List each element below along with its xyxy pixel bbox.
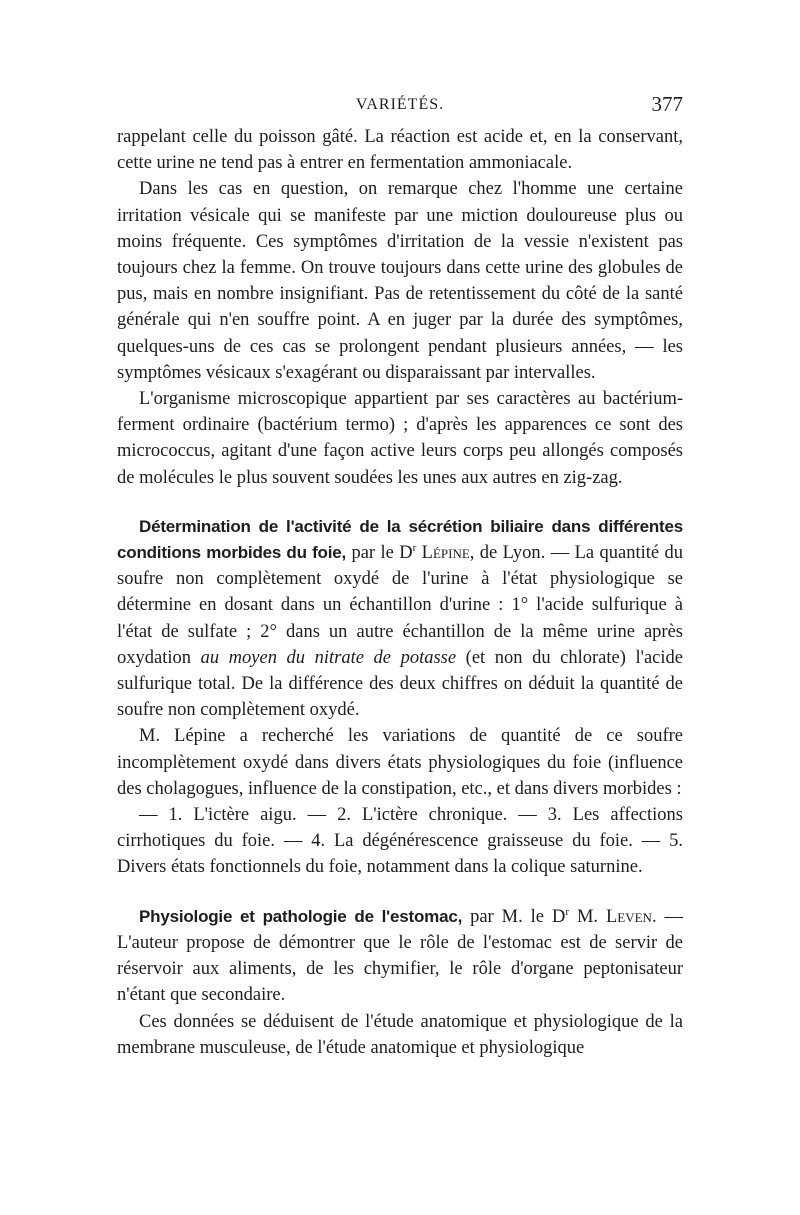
author-name: Leven bbox=[605, 906, 652, 927]
section-heading: Détermination de l'activité de la sécrétion biliaire dans différentes conditions morbides du foie, bbox=[117, 516, 683, 563]
paragraph-text: , de Lyon. — La quantité du soufre non complètement oxydé de l'urine à l'état physiologique se détermine en dosant dans un échantillon d'urine : 1° l'acide sulfurique à l'état de sulfate ; 2° dans un autre échantillon de la même urine après oxydation bbox=[117, 543, 683, 668]
doctor-abbrev-sup: r bbox=[565, 905, 569, 918]
page-number: 377 bbox=[651, 92, 683, 116]
doctor-abbrev-sup: r bbox=[412, 541, 417, 554]
byline-text: par le D bbox=[346, 543, 413, 564]
author-name: Lépine bbox=[421, 543, 470, 564]
paragraph: rappelant celle du poisson gâté. La réaction est acide et, en la conservant, cette urine ne tend pas à entrer en fermentation ammoniacale. bbox=[117, 127, 683, 174]
running-title: VARIÉTÉS. bbox=[355, 96, 445, 113]
paragraph: Dans les cas en question, on remarque chez l'homme une certaine irritation vésicale qui se manifeste par une miction douloureuse plus ou moins fréquente. Ces symptômes d'irritation de la vessie n'existent pas toujours chez la femme. On trouve toujours dans cette urine des globules de pus, mais en nombre insignifiant. Pas de retentissement du côté de la santé générale qui n'en souffre point. A en juger par la durée des symptômes, quelques-uns de ces cas se prolongent pendant plusieurs années, — les symptômes vésicaux s'exagérant ou disparaissant par intervalles. bbox=[117, 179, 683, 383]
paragraph: M. Lépine a recherché les variations de quantité de ce soufre incomplètement oxydé dans divers états physiologiques du foie (influence des cholagogues, influence de la constipation, etc., et dans divers morbides : bbox=[117, 726, 683, 799]
paragraph: Ces données se déduisent de l'étude anatomique et physiologique de la membrane musculeuse, de l'étude anatomique et physiologique bbox=[117, 1011, 683, 1058]
author-initial: M. bbox=[569, 906, 606, 927]
paragraph: L'organisme microscopique appartient par ses caractères au bactérium-ferment ordinaire (bactérium termo) ; d'après les apparences ce sont des micrococcus, agitant d'une façon active leurs corps peu allongés composés de molécules le plus souvent soudées les unes aux autres en zig-zag. bbox=[117, 389, 683, 488]
page-header bbox=[117, 92, 683, 120]
byline-text: par M. le D bbox=[462, 906, 566, 927]
body-text bbox=[117, 124, 683, 1061]
paragraph-text: (et non du chlorate) l'acide sulfurique total. De la différence des deux chiffres on déduit la quantité de soufre non complètement oxydé. bbox=[117, 647, 683, 721]
section-heading: Physiologie et pathologie de l'estomac, bbox=[139, 906, 463, 926]
section-stomach bbox=[117, 904, 683, 1009]
section-bile-activity bbox=[117, 514, 683, 724]
italic-phrase: au moyen du nitrate de potasse bbox=[200, 647, 457, 668]
paragraph: — 1. L'ictère aigu. — 2. L'ictère chronique. — 3. Les affections cirrhotiques du foie. — 4. La dégénérescence graisseuse du foie. — 5. Divers états fonctionnels du foie, notamment dans la colique saturnine. bbox=[117, 805, 683, 878]
paragraph-text: . — L'auteur propose de démontrer que le rôle de l'estomac est de servir de réservoir aux aliments, de les chymifier, le rôle d'organe peptonisateur n'étant que secondaire. bbox=[117, 906, 684, 1006]
